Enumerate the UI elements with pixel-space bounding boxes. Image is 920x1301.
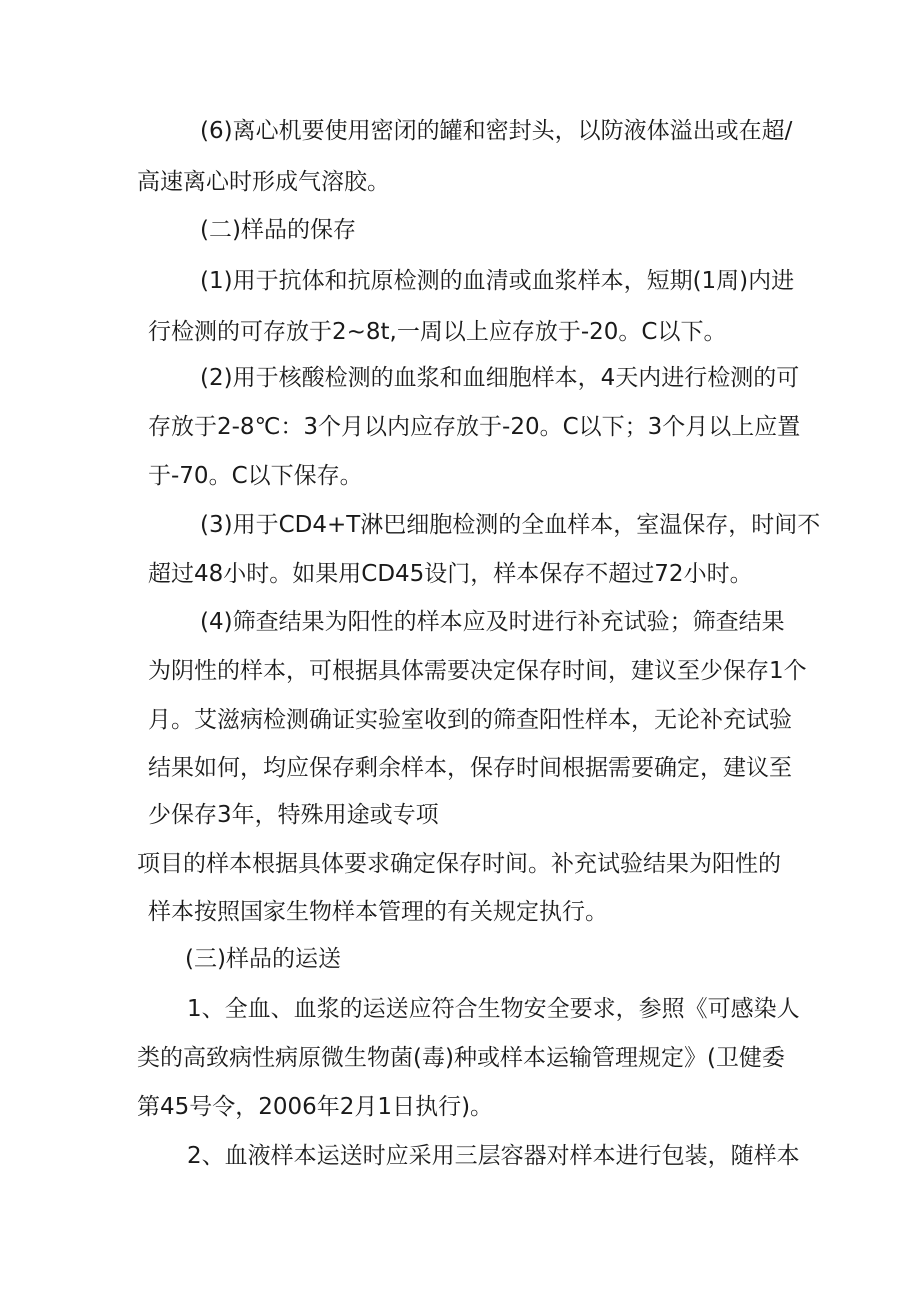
- text-line-14: 结果如何，均应保存剩余样本，保存时间根据需要确定，建议至: [148, 755, 792, 781]
- text-line-15: 少保存3年，特殊用途或专项: [148, 802, 439, 828]
- text-line-8: 于-70。C以下保存。: [148, 463, 363, 489]
- section-heading-storage: (二)样品的保存: [200, 217, 356, 243]
- text-line-19: 1、全血、血浆的运送应符合生物安全要求，参照《可感染人: [187, 996, 800, 1022]
- text-line-9: (3)用于CD4+T淋巴细胞检测的全血样本，室温保存，时间不: [200, 512, 821, 538]
- text-line-6: (2)用于核酸检测的血浆和血细胞样本，4天内进行检测的可: [200, 365, 800, 391]
- text-line-10: 超过48小时。如果用CD45设门，样本保存不超过72小时。: [148, 561, 753, 587]
- text-line-12: 为阴性的样本，可根据具体需要决定保存时间，建议至少保存1个: [148, 658, 807, 684]
- text-line-13: 月。艾滋病检测确证实验室收到的筛查阳性样本，无论补充试验: [148, 707, 792, 733]
- text-line-2: 高速离心时形成气溶胶。: [137, 169, 390, 195]
- text-line-17: 样本按照国家生物样本管理的有关规定执行。: [148, 899, 608, 925]
- text-line-22: 2、血液样本运送时应采用三层容器对样本进行包装，随样本: [187, 1143, 800, 1169]
- text-line-21: 第45号令，2006年2月1日执行)。: [137, 1094, 494, 1120]
- text-line-7: 存放于2-8℃：3个月以内应存放于-20。C以下；3个月以上应置: [148, 414, 801, 440]
- text-line-1: (6)离心机要使用密闭的罐和密封头，以防液体溢出或在超/: [200, 118, 793, 144]
- text-line-20: 类的高致病性病原微生物菌(毒)种或样本运输管理规定》(卫健委: [137, 1045, 785, 1071]
- text-line-16: 项目的样本根据具体要求确定保存时间。补充试验结果为阳性的: [137, 851, 781, 877]
- section-heading-transport: (三)样品的运送: [185, 946, 341, 972]
- text-line-11: (4)筛查结果为阳性的样本应及时进行补充试验；筛查结果: [200, 609, 785, 635]
- text-line-4: (1)用于抗体和抗原检测的血清或血浆样本，短期(1周)内进: [200, 268, 795, 294]
- text-line-5: 行检测的可存放于2~8t,一周以上应存放于-20。C以下。: [148, 319, 727, 345]
